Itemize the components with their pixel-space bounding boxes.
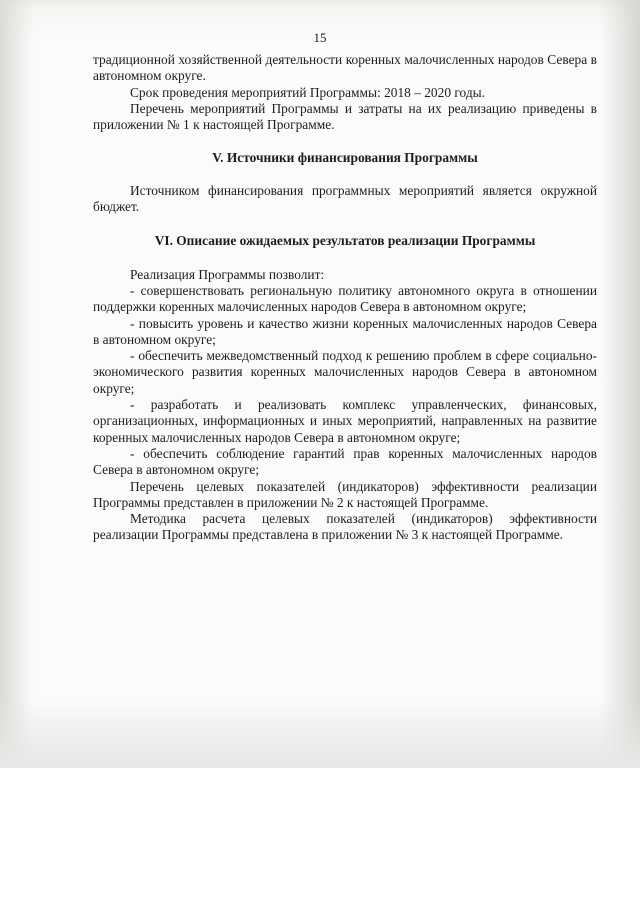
document-body [93, 52, 597, 544]
section-heading: VI. Описание ожидаемых результатов реализации Программы [154, 233, 536, 249]
list-item: - совершенствовать региональную политику автономного округа в отношении поддержки коренных малочисленных народов Севера в автономном округе; [93, 282, 597, 315]
paragraph: Реализация Программы позволит: [130, 266, 325, 282]
paragraph: Перечень мероприятий Программы и затраты на их реализацию приведены в приложении № 1 к настоящей Программе. [93, 100, 597, 133]
list-item: - обеспечить межведомственный подход к решению проблем в сфере социально-экономического развития коренных малочисленных народов Севера в автономном округе; [93, 348, 597, 396]
scan-shadow-right [600, 0, 640, 768]
section-heading: V. Источники финансирования Программы [212, 150, 478, 166]
page-number: 15 [313, 30, 327, 45]
paragraph: Перечень целевых показателей (индикаторов) эффективности реализации Программы представлен в приложении № 2 к настоящей Программе. [93, 478, 597, 510]
paragraph: Срок проведения мероприятий Программы: 2018 – 2020 годы. [130, 84, 485, 100]
scan-shadow-bottom [0, 700, 640, 768]
list-item: - обеспечить соблюдение гарантий прав коренных малочисленных народов Севера в автономном округе; [93, 445, 597, 478]
list-item: - разработать и реализовать комплекс управленческих, финансовых, организационных, информационных и иных мероприятий, направленных на развитие коренных малочисленных народов Севера в автономном округе; [93, 397, 597, 445]
paragraph: Источником финансирования программных мероприятий является окружной бюджет. [93, 182, 597, 215]
paragraph: традиционной хозяйственной деятельности коренных малочисленных народов Севера в автономном округе. [93, 52, 597, 84]
list-item: - повысить уровень и качество жизни коренных малочисленных народов Севера в автономном округе; [93, 315, 597, 347]
scan-shadow-left [0, 0, 34, 768]
paragraph: Методика расчета целевых показателей (индикаторов) эффективности реализации Программы представлена в приложении № 3 к настоящей Программе. [93, 511, 597, 543]
